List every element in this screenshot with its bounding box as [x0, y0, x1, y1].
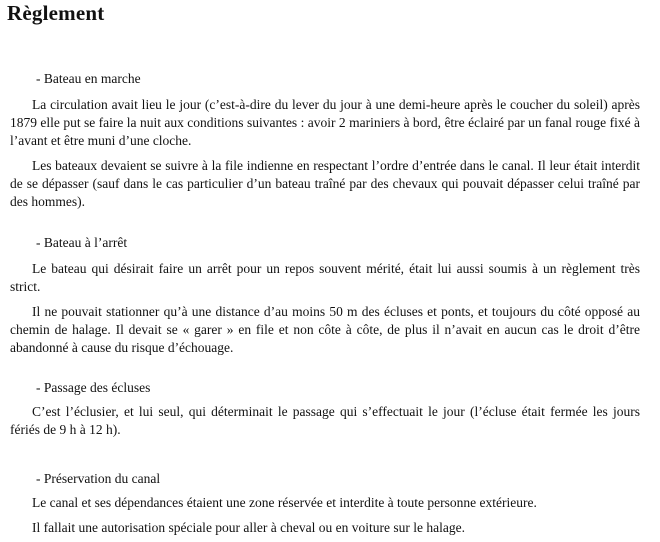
section-heading: - Bateau à l’arrêt [36, 235, 128, 250]
section-passage-des-ecluses [10, 379, 640, 439]
paragraph: La circulation avait lieu le jour (c’est-à-dire du lever du jour à une demi-heure après le coucher du soleil) après 1879 elle put se faire la nuit aux conditions suivantes : avoir 2 mariniers à bord, être éclairé par un fanal rouge fixé à l’avant et être muni d’une cloche. [10, 97, 640, 148]
paragraph: Les bateaux devaient se suivre à la file indienne en respectant l’ordre d’entrée dans le canal. Il leur était interdit de se dépasser (sauf dans le cas particulier d’un bateau traîné par des chevaux qui pouvait dépasser celui traîné par des hommes). [10, 158, 640, 209]
section-bateau-en-marche [10, 70, 640, 211]
paragraph: Il ne pouvait stationner qu’à une distance d’au moins 50 m des écluses et ponts, et toujours du côté opposé au chemin de halage. Il devait se « garer » en file et non côte à côte, de plus il n’avait en aucun cas le droit d’être abandonné à cause du risque d’échouage. [10, 304, 640, 355]
section-heading: - Passage des écluses [36, 380, 151, 395]
section-heading: - Préservation du canal [36, 471, 161, 486]
paragraph: Le canal et ses dépendances étaient une zone réservée et interdite à toute personne extérieure. [32, 495, 537, 510]
page-title: Règlement [7, 1, 105, 25]
section-bateau-a-l-arret [10, 234, 640, 357]
section-preservation-du-canal [10, 470, 640, 537]
paragraph: Le bateau qui désirait faire un arrêt pour un repos souvent mérité, était lui aussi soumis à un règlement très strict. [10, 261, 640, 294]
paragraph: C’est l’éclusier, et lui seul, qui déterminait le passage qui s’effectuait le jour (l’écluse était fermée les jours fériés de 9 h à 12 h). [10, 404, 640, 437]
paragraph: Il fallait une autorisation spéciale pour aller à cheval ou en voiture sur le halage. [32, 520, 465, 535]
section-heading: - Bateau en marche [36, 71, 141, 86]
